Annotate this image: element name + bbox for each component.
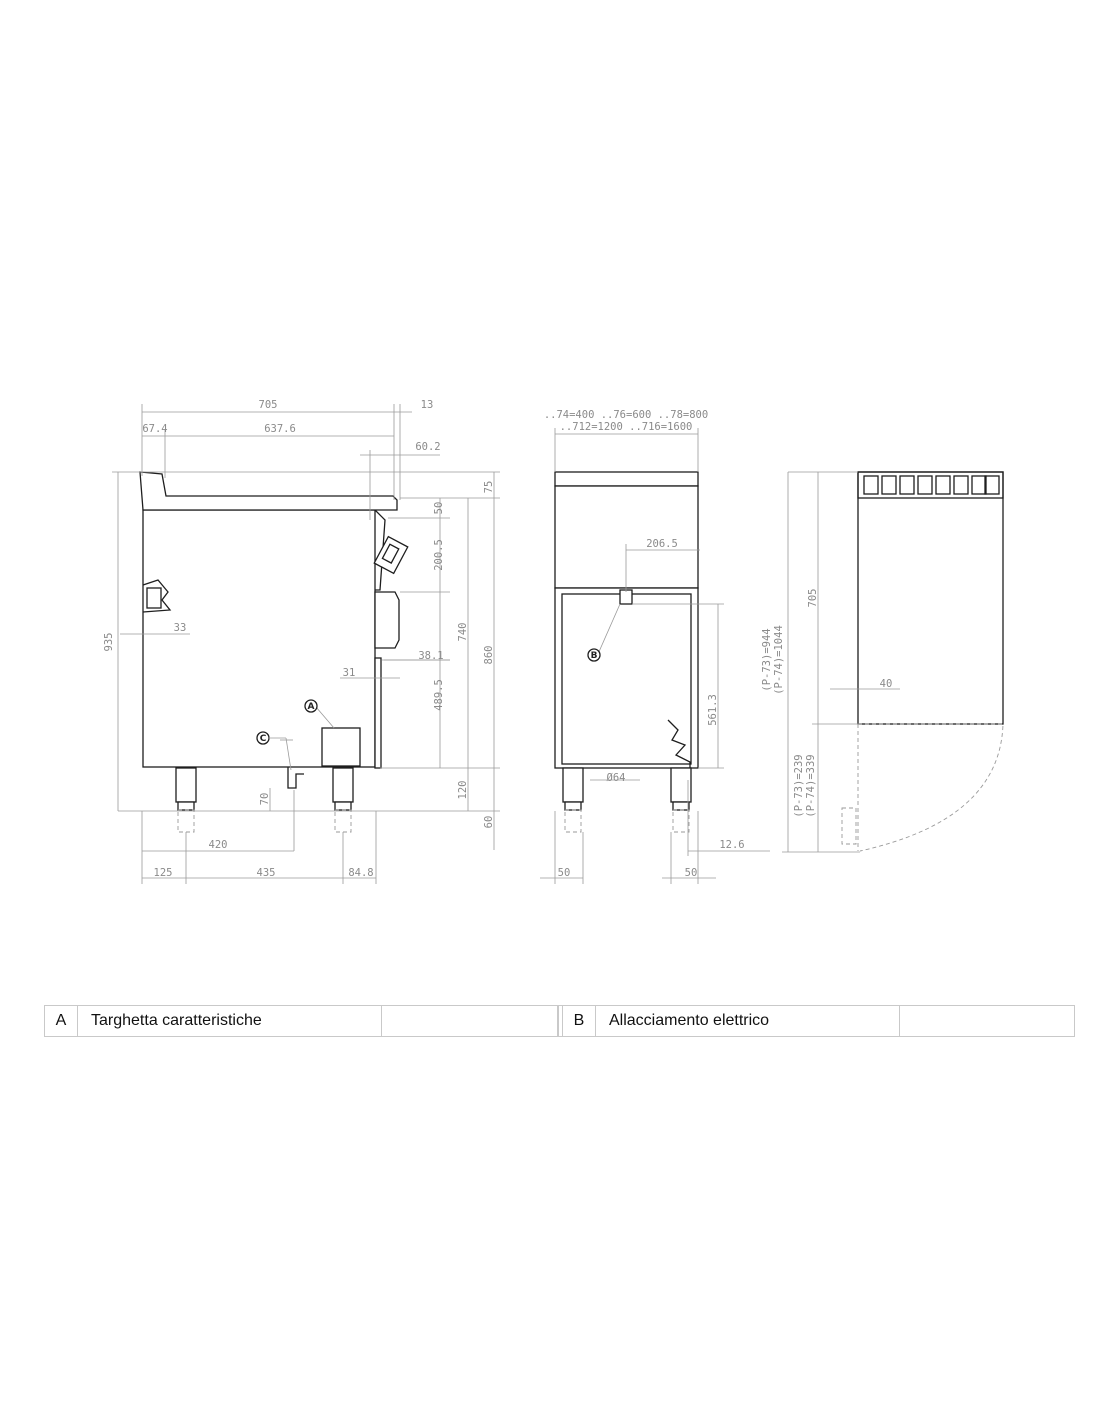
- dim-side-60-2: 60.2: [415, 441, 441, 453]
- plan-depth-p73: (P-73)=944: [761, 628, 773, 692]
- foot-adjust-left: [178, 810, 194, 832]
- dim-side-60: 60: [483, 815, 495, 829]
- dim-side-offset-13: 13: [420, 399, 434, 411]
- legend-label-a: Targhetta caratteristiche: [78, 1006, 382, 1036]
- dim-side-935: 935: [103, 632, 115, 652]
- legend-extra-a: [382, 1006, 558, 1036]
- side-top-profile: [140, 472, 397, 510]
- legend-extra-b: [900, 1006, 1074, 1036]
- dim-side-31: 31: [342, 667, 356, 679]
- knob-icon: [374, 537, 408, 574]
- plan-door-swing: [858, 724, 1003, 851]
- front-tank-body: [555, 486, 698, 588]
- dim-front-diameter: Ø64: [606, 772, 626, 784]
- front-foot-adjust-right: [673, 810, 689, 832]
- front-leg-left: [563, 768, 583, 802]
- dim-side-38-1: 38.1: [418, 650, 444, 662]
- marker-b-label: B: [590, 651, 598, 661]
- foot-front-right: [335, 802, 351, 810]
- legend-table: [44, 1005, 1075, 1037]
- front-view: [540, 409, 770, 884]
- dim-front-50-left: 50: [557, 867, 571, 879]
- marker-c-label: C: [259, 734, 267, 744]
- front-foot-left: [565, 802, 581, 810]
- legend-key-a: A: [45, 1006, 78, 1036]
- dim-side-50: 50: [433, 501, 445, 515]
- marker-a-label: A: [307, 702, 315, 712]
- dim-side-420: 420: [208, 839, 228, 851]
- front-top: [555, 472, 698, 486]
- drain-valve: [288, 767, 304, 788]
- leg-front-left: [176, 768, 196, 802]
- plan-drawer-p73: (P-73)=239: [793, 754, 805, 818]
- side-connector-left: [147, 588, 161, 608]
- front-foot-right: [673, 802, 689, 810]
- dim-side-637-6: 637.6: [264, 423, 296, 435]
- dim-front-206-5: 206.5: [646, 538, 678, 550]
- side-door-handle: [375, 592, 399, 648]
- legend-label-b: Allacciamento elettrico: [596, 1006, 900, 1036]
- dim-side-125: 125: [153, 867, 173, 879]
- dim-side-489-5: 489.5: [433, 679, 445, 711]
- dim-side-84-8: 84.8: [348, 867, 374, 879]
- plan-hidden-handle: [842, 808, 856, 844]
- plan-depth-p74: (P-74)=1044: [773, 625, 785, 695]
- front-width-options-1: ..74=400 ..76=600 ..78=800: [543, 409, 709, 421]
- dim-side-75: 75: [483, 480, 495, 494]
- dim-front-12-6: 12.6: [719, 839, 745, 851]
- dim-side-67-4: 67.4: [142, 423, 168, 435]
- foot-adjust-right: [335, 810, 351, 832]
- dim-side-120: 120: [457, 780, 469, 800]
- side-door-edge: [375, 658, 381, 768]
- plan-drawer-p74: (P-74)=339: [805, 754, 817, 818]
- dim-plan-40: 40: [879, 678, 893, 690]
- front-foot-adjust-left: [565, 810, 581, 832]
- leg-front-right: [333, 768, 353, 802]
- dim-front-50-right: 50: [684, 867, 698, 879]
- plan-view: [761, 472, 1003, 852]
- dim-side-200-5: 200.5: [433, 539, 445, 571]
- dim-side-860: 860: [483, 645, 495, 665]
- dim-side-740: 740: [457, 622, 469, 642]
- dim-front-561-3: 561.3: [707, 694, 719, 726]
- front-width-options-2: ..712=1200 ..716=1600: [559, 421, 693, 433]
- legend-key-b: B: [563, 1006, 596, 1036]
- front-base-frame: [555, 588, 698, 768]
- foot-front-left: [178, 802, 194, 810]
- dim-plan-705: 705: [807, 588, 819, 608]
- dim-side-435: 435: [256, 867, 276, 879]
- dim-side-33: 33: [173, 622, 187, 634]
- front-connector-b: [620, 590, 632, 604]
- side-view: [103, 399, 500, 884]
- dim-side-width: 705: [258, 399, 278, 411]
- dim-side-70: 70: [259, 792, 271, 806]
